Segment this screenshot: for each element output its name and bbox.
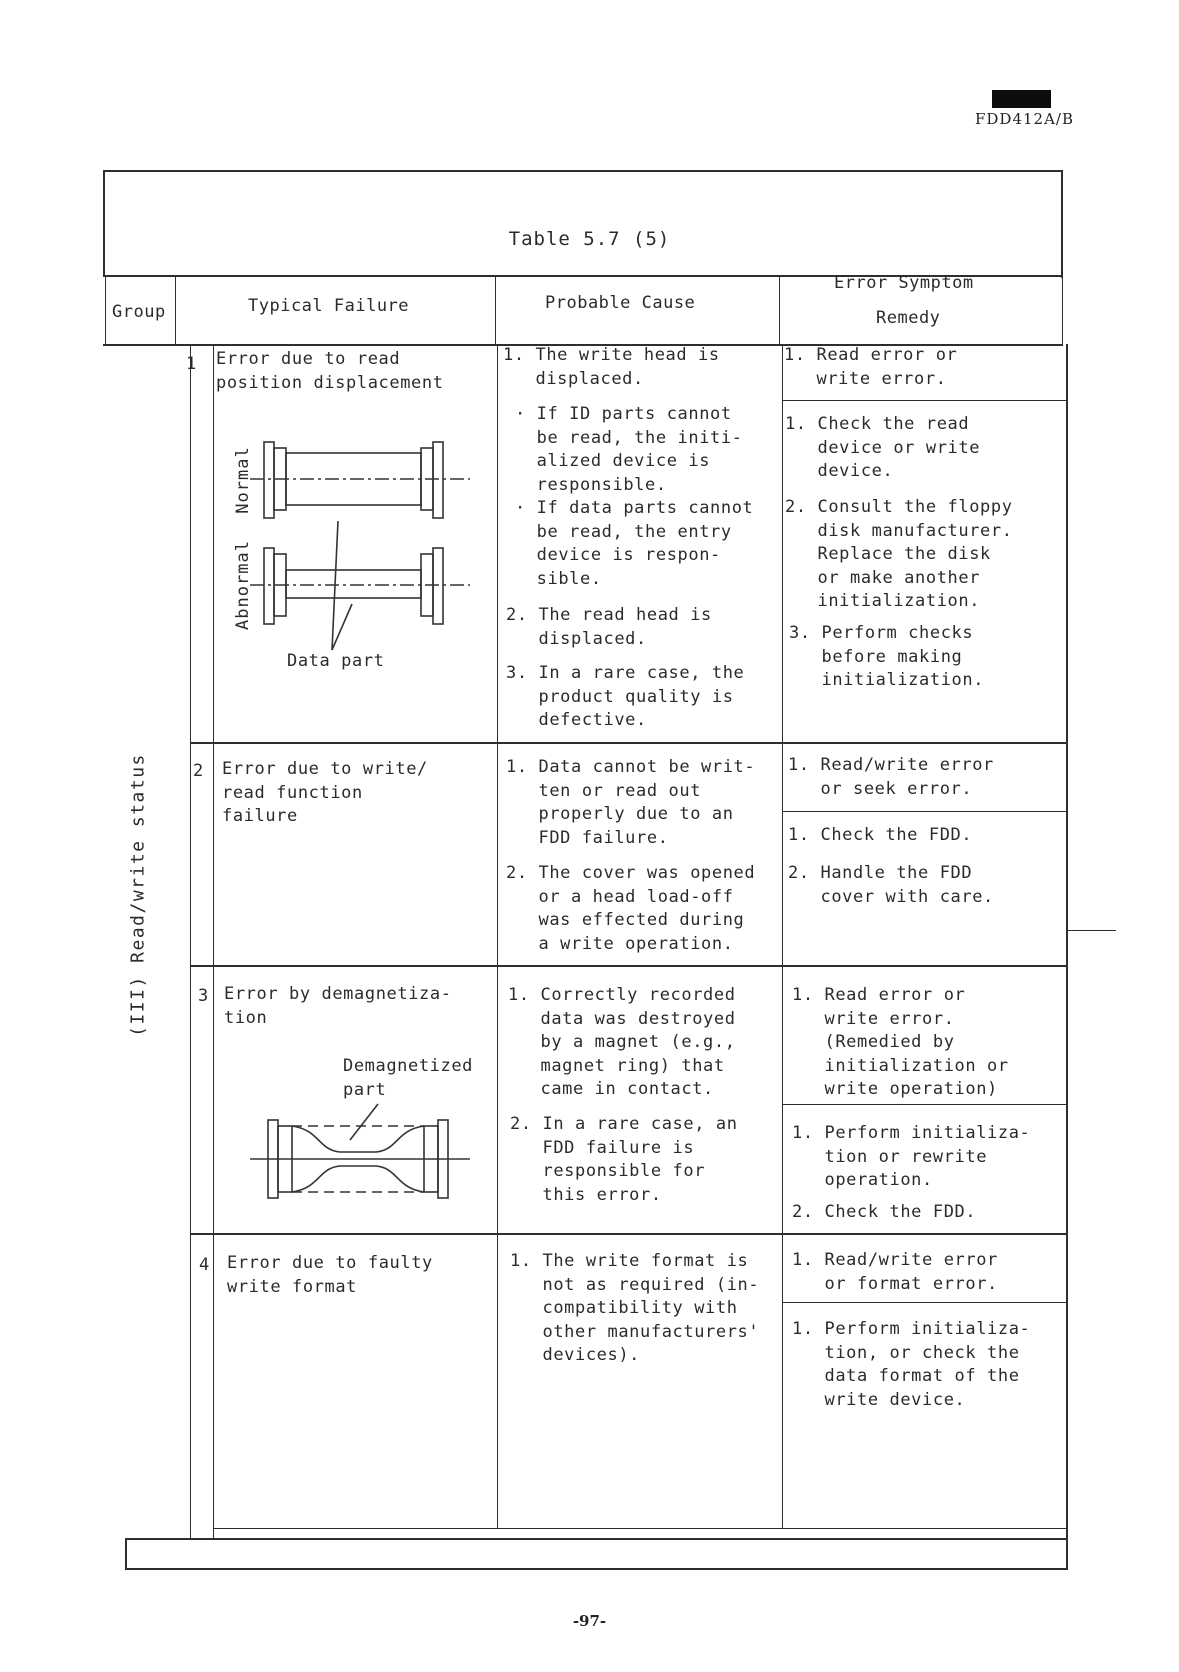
row3-cause-1: 1. Correctly recorded data was destroyed by a magnet (e.g., magnet ring) that came in contact.	[508, 985, 736, 1099]
row1-cause-2: 2. The read head is displaced.	[506, 605, 712, 649]
row4-failure: Error due to faulty write format	[227, 1253, 433, 1297]
row-number-2: 2	[193, 761, 204, 781]
row-number-1: 1	[186, 354, 197, 374]
row2-failure: Error due to write/ read function failure	[222, 759, 428, 826]
demagnetized-part-label: Demagnetized part	[343, 1056, 474, 1100]
data-part-label: Data part	[287, 651, 385, 671]
column-header-remedy: Remedy	[876, 308, 941, 328]
row3-symptom: 1. Read error or write error. (Remedied by initialization or write operation)	[792, 985, 1009, 1099]
row2-cause-1: 1. Data cannot be writ- ten or read out properly due to an FDD failure.	[506, 757, 756, 848]
row1-cause-3: 3. In a rare case, the product quality is defective.	[506, 663, 745, 730]
row1-failure: Error due to read position displacement	[216, 349, 444, 393]
row2-remedy-2: 2. Handle the FDD cover with care.	[788, 863, 994, 907]
row1-remedy-1: 1. Check the read device or write device.	[785, 414, 981, 481]
row2-cause-2: 2. The cover was opened or a head load-off was effected during a write operation.	[506, 863, 756, 954]
row1-remedy-3: 3. Perform checks before making initialization.	[789, 623, 985, 690]
page-number: -97-	[572, 1612, 607, 1630]
row3-failure: Error by demagnetiza- tion	[224, 984, 452, 1028]
column-header-typical-failure: Typical Failure	[248, 296, 410, 316]
row-number-3: 3	[198, 986, 209, 1006]
row1-cause-1: 1. The write head is displaced.	[503, 345, 720, 389]
row3-remedy-2: 2. Check the FDD.	[792, 1202, 977, 1222]
row2-remedy-1: 1. Check the FDD.	[788, 825, 973, 845]
row1-symptom: 1. Read error or write error.	[784, 345, 958, 389]
row3-remedy-1: 1. Perform initializa- tion or rewrite operation.	[792, 1123, 1031, 1190]
column-header-probable-cause: Probable Cause	[545, 293, 696, 313]
model-number: FDD412A/B	[975, 110, 1074, 128]
row4-remedy-1: 1. Perform initializa- tion, or check the data format of the write device.	[792, 1319, 1031, 1410]
row1-remedy-2: 2. Consult the floppy disk manufacturer. Replace the disk or make another initialization.	[785, 497, 1013, 611]
row4-symptom: 1. Read/write error or format error.	[792, 1250, 998, 1294]
row1-cause-bullets: · If ID parts cannot be read, the initi- alized device is responsible. · If data parts cannot be read, the entry device is respon- sible.	[515, 404, 754, 589]
row3-cause-2: 2. In a rare case, an FDD failure is responsible for this error.	[510, 1114, 738, 1205]
column-header-error-symptom: Error Symptom	[834, 273, 974, 293]
row4-cause-1: 1. The write format is not as required (in- compatibility with other manufacturers' devices).	[510, 1251, 760, 1365]
row-number-4: 4	[199, 1255, 210, 1275]
table-caption: Table 5.7 (5)	[508, 228, 671, 250]
row2-symptom: 1. Read/write error or seek error.	[788, 755, 994, 799]
column-header-group: Group	[112, 302, 166, 322]
